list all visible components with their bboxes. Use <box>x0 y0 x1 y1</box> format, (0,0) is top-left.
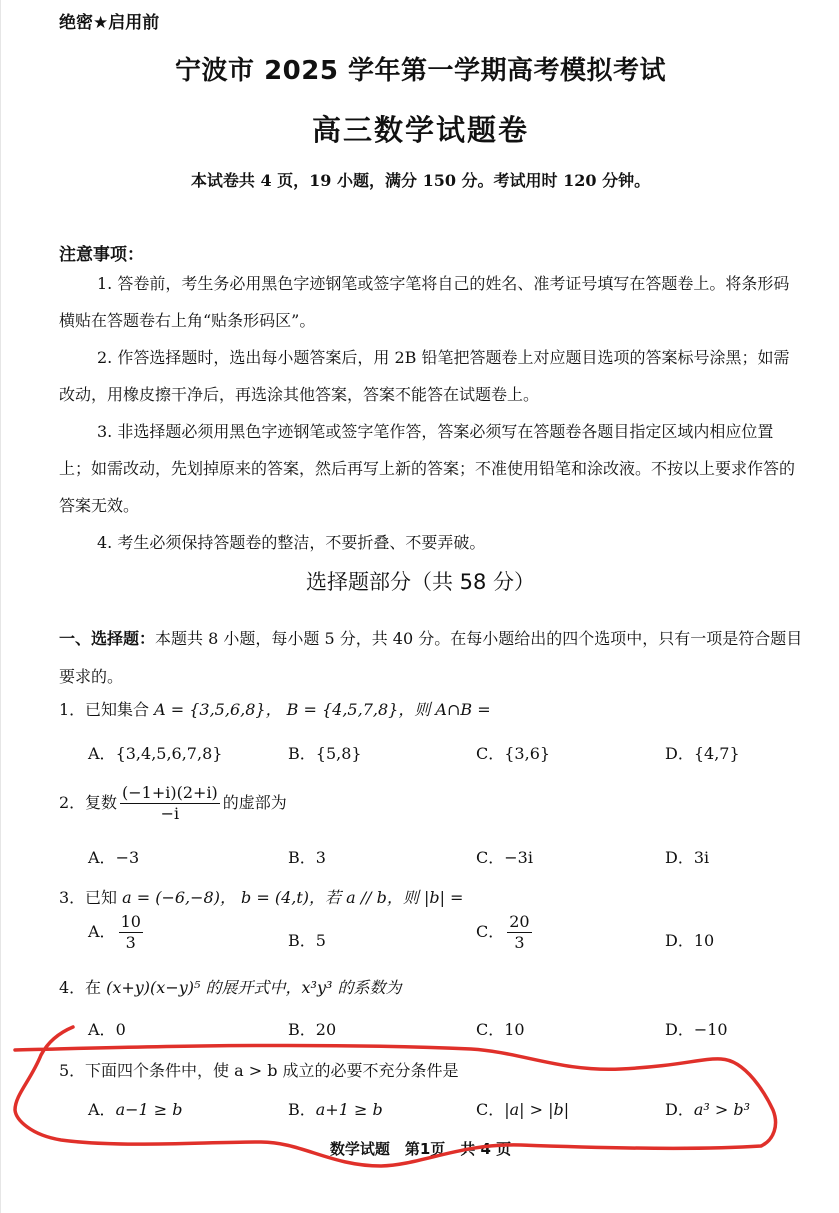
q5-option-b <box>288 1097 383 1120</box>
question-number: 5． <box>59 1061 86 1080</box>
option-label: B． <box>288 1020 316 1039</box>
option-text: 3i <box>693 848 710 867</box>
q3-option-d <box>665 928 714 951</box>
option-label: B． <box>288 848 316 867</box>
fraction-numerator: (−1+i)(2+i) <box>122 783 218 802</box>
option-text: {4,7} <box>693 744 740 763</box>
option-text: −3 <box>115 848 140 867</box>
q2-option-c <box>476 845 533 868</box>
option-text: −10 <box>693 1020 728 1039</box>
stem-text: 复数 <box>85 793 118 812</box>
option-label: B． <box>288 931 316 950</box>
question-number: 1． <box>59 700 86 719</box>
exam-title: 宁波市 2025 学年第一学期高考模拟考试 <box>175 56 666 86</box>
q2-option-d <box>665 845 709 868</box>
part-heading <box>59 620 804 696</box>
option-label: A． <box>88 922 116 941</box>
option-label: B． <box>288 1100 316 1119</box>
q2-option-a <box>88 845 139 868</box>
stem-text: 在 <box>85 978 107 997</box>
option-text: {5,8} <box>315 744 362 763</box>
option-label: C． <box>476 922 505 941</box>
fraction <box>507 912 531 953</box>
question-5-stem <box>59 1058 459 1081</box>
fraction-denominator: 3 <box>514 933 525 952</box>
question-number: 2． <box>59 793 86 812</box>
confidential-label: 绝密★启用前 <box>59 13 160 33</box>
option-text: {3,6} <box>504 744 551 763</box>
q4-option-b <box>288 1017 336 1040</box>
page-footer: 数学试题 第1页 共 4 页 <box>329 1140 512 1158</box>
stem-text: 已知 <box>85 888 123 907</box>
fraction-denominator: −i <box>160 804 180 823</box>
fraction-denominator: 3 <box>125 933 136 952</box>
notice-item-4: 4. 考生必须保持答题卷的整洁，不要折叠、不要弄破。 <box>97 533 486 552</box>
notice-item-1: 1. 答卷前，考生务必用黑色字迹钢笔或签字笔将自己的姓名、准考证号填写在答题卷上。将条形码横贴在答题卷右上角“贴条形码区”。 <box>59 274 790 330</box>
exam-info: 本试卷共 4 页，19 小题，满分 150 分。考试用时 120 分钟。 <box>190 171 651 190</box>
option-label: C． <box>476 744 505 763</box>
q1-option-a <box>88 741 222 764</box>
q3-option-b <box>288 928 326 951</box>
fraction-numerator: 10 <box>120 912 141 931</box>
option-label: A． <box>88 848 116 867</box>
option-label: A． <box>88 1020 116 1039</box>
stem-text: 下面四个条件中，使 <box>85 1061 235 1080</box>
option-text: 0 <box>115 1020 126 1039</box>
stem-text: 已知集合 <box>85 700 155 719</box>
option-text: a³ > b³ <box>693 1100 751 1119</box>
option-label: B． <box>288 744 316 763</box>
stem-math: a = (−6,−8)， b = (4,t)，若 a // b，则 |b| = <box>122 888 464 907</box>
q5-option-c <box>476 1097 569 1120</box>
q4-option-d <box>665 1017 728 1040</box>
option-text: 3 <box>315 848 326 867</box>
option-text: {3,4,5,6,7,8} <box>115 744 223 763</box>
question-number: 4． <box>59 978 86 997</box>
notice-heading: 注意事项： <box>59 245 144 265</box>
option-text: −3i <box>504 848 533 867</box>
fraction <box>119 912 143 953</box>
option-text: 10 <box>693 931 715 950</box>
option-label: A． <box>88 744 116 763</box>
option-label: D． <box>665 1100 694 1119</box>
option-text: 20 <box>315 1020 337 1039</box>
question-1-stem <box>59 697 491 720</box>
option-label: C． <box>476 1100 505 1119</box>
fraction-numerator: 20 <box>509 912 530 931</box>
question-3-stem <box>59 885 463 908</box>
option-label: D． <box>665 744 694 763</box>
option-label: C． <box>476 848 505 867</box>
notice-item-2: 2. 作答选择题时，选出每小题答案后，用 2B 铅笔把答题卷上对应题目选项的答案标号涂黑；如需改动，用橡皮擦干净后，再选涂其他答案，答案不能答在试题卷上。 <box>59 348 790 404</box>
option-text: a+1 ≥ b <box>315 1100 383 1119</box>
option-label: C． <box>476 1020 505 1039</box>
option-text: a−1 ≥ b <box>115 1100 183 1119</box>
option-label: A． <box>88 1100 116 1119</box>
option-label: D． <box>665 848 694 867</box>
q4-option-c <box>476 1017 525 1040</box>
option-text: 5 <box>315 931 326 950</box>
q1-option-b <box>288 741 362 764</box>
paper-title: 高三数学试题卷 <box>311 113 529 147</box>
q3-option-a <box>88 912 146 953</box>
q5-option-d <box>665 1097 750 1120</box>
stem-math: A = {3,5,6,8}， B = {4,5,7,8}，则 A∩B = <box>154 700 491 719</box>
q2-option-b <box>288 845 326 868</box>
stem-text: 的虚部为 <box>222 793 287 812</box>
q3-option-c <box>476 912 535 953</box>
question-2-stem <box>59 783 287 824</box>
q1-option-c <box>476 741 550 764</box>
part-label: 一、选择题： <box>59 629 156 648</box>
q4-option-a <box>88 1017 126 1040</box>
fraction <box>120 783 220 824</box>
stem-math: a > b 成立的必要不充分条件是 <box>234 1061 459 1080</box>
q1-option-d <box>665 741 740 764</box>
option-label: D． <box>665 1020 694 1039</box>
notice-item-3: 3. 非选择题必须用黑色字迹钢笔或签字笔作答，答案必须写在答题卷各题目指定区域内相应位置上；如需改动，先划掉原来的答案，然后再写上新的答案；不准使用铅笔和涂改液。不按以上要求作答的答案无效。 <box>59 422 796 515</box>
section-title: 选择题部分（共 58 分） <box>305 570 536 594</box>
question-4-stem <box>59 975 401 998</box>
option-text: |a| > |b| <box>504 1100 570 1119</box>
option-label: D． <box>665 931 694 950</box>
q5-option-a <box>88 1097 183 1120</box>
option-text: 10 <box>504 1020 525 1039</box>
stem-math: (x+y)(x−y)⁵ 的展开式中，x³y³ 的系数为 <box>106 978 402 997</box>
question-number: 3． <box>59 888 86 907</box>
part-description: 本题共 8 小题，每小题 5 分，共 40 分。在每小题给出的四个选项中，只有一项是符合题目要求的。 <box>59 629 803 686</box>
